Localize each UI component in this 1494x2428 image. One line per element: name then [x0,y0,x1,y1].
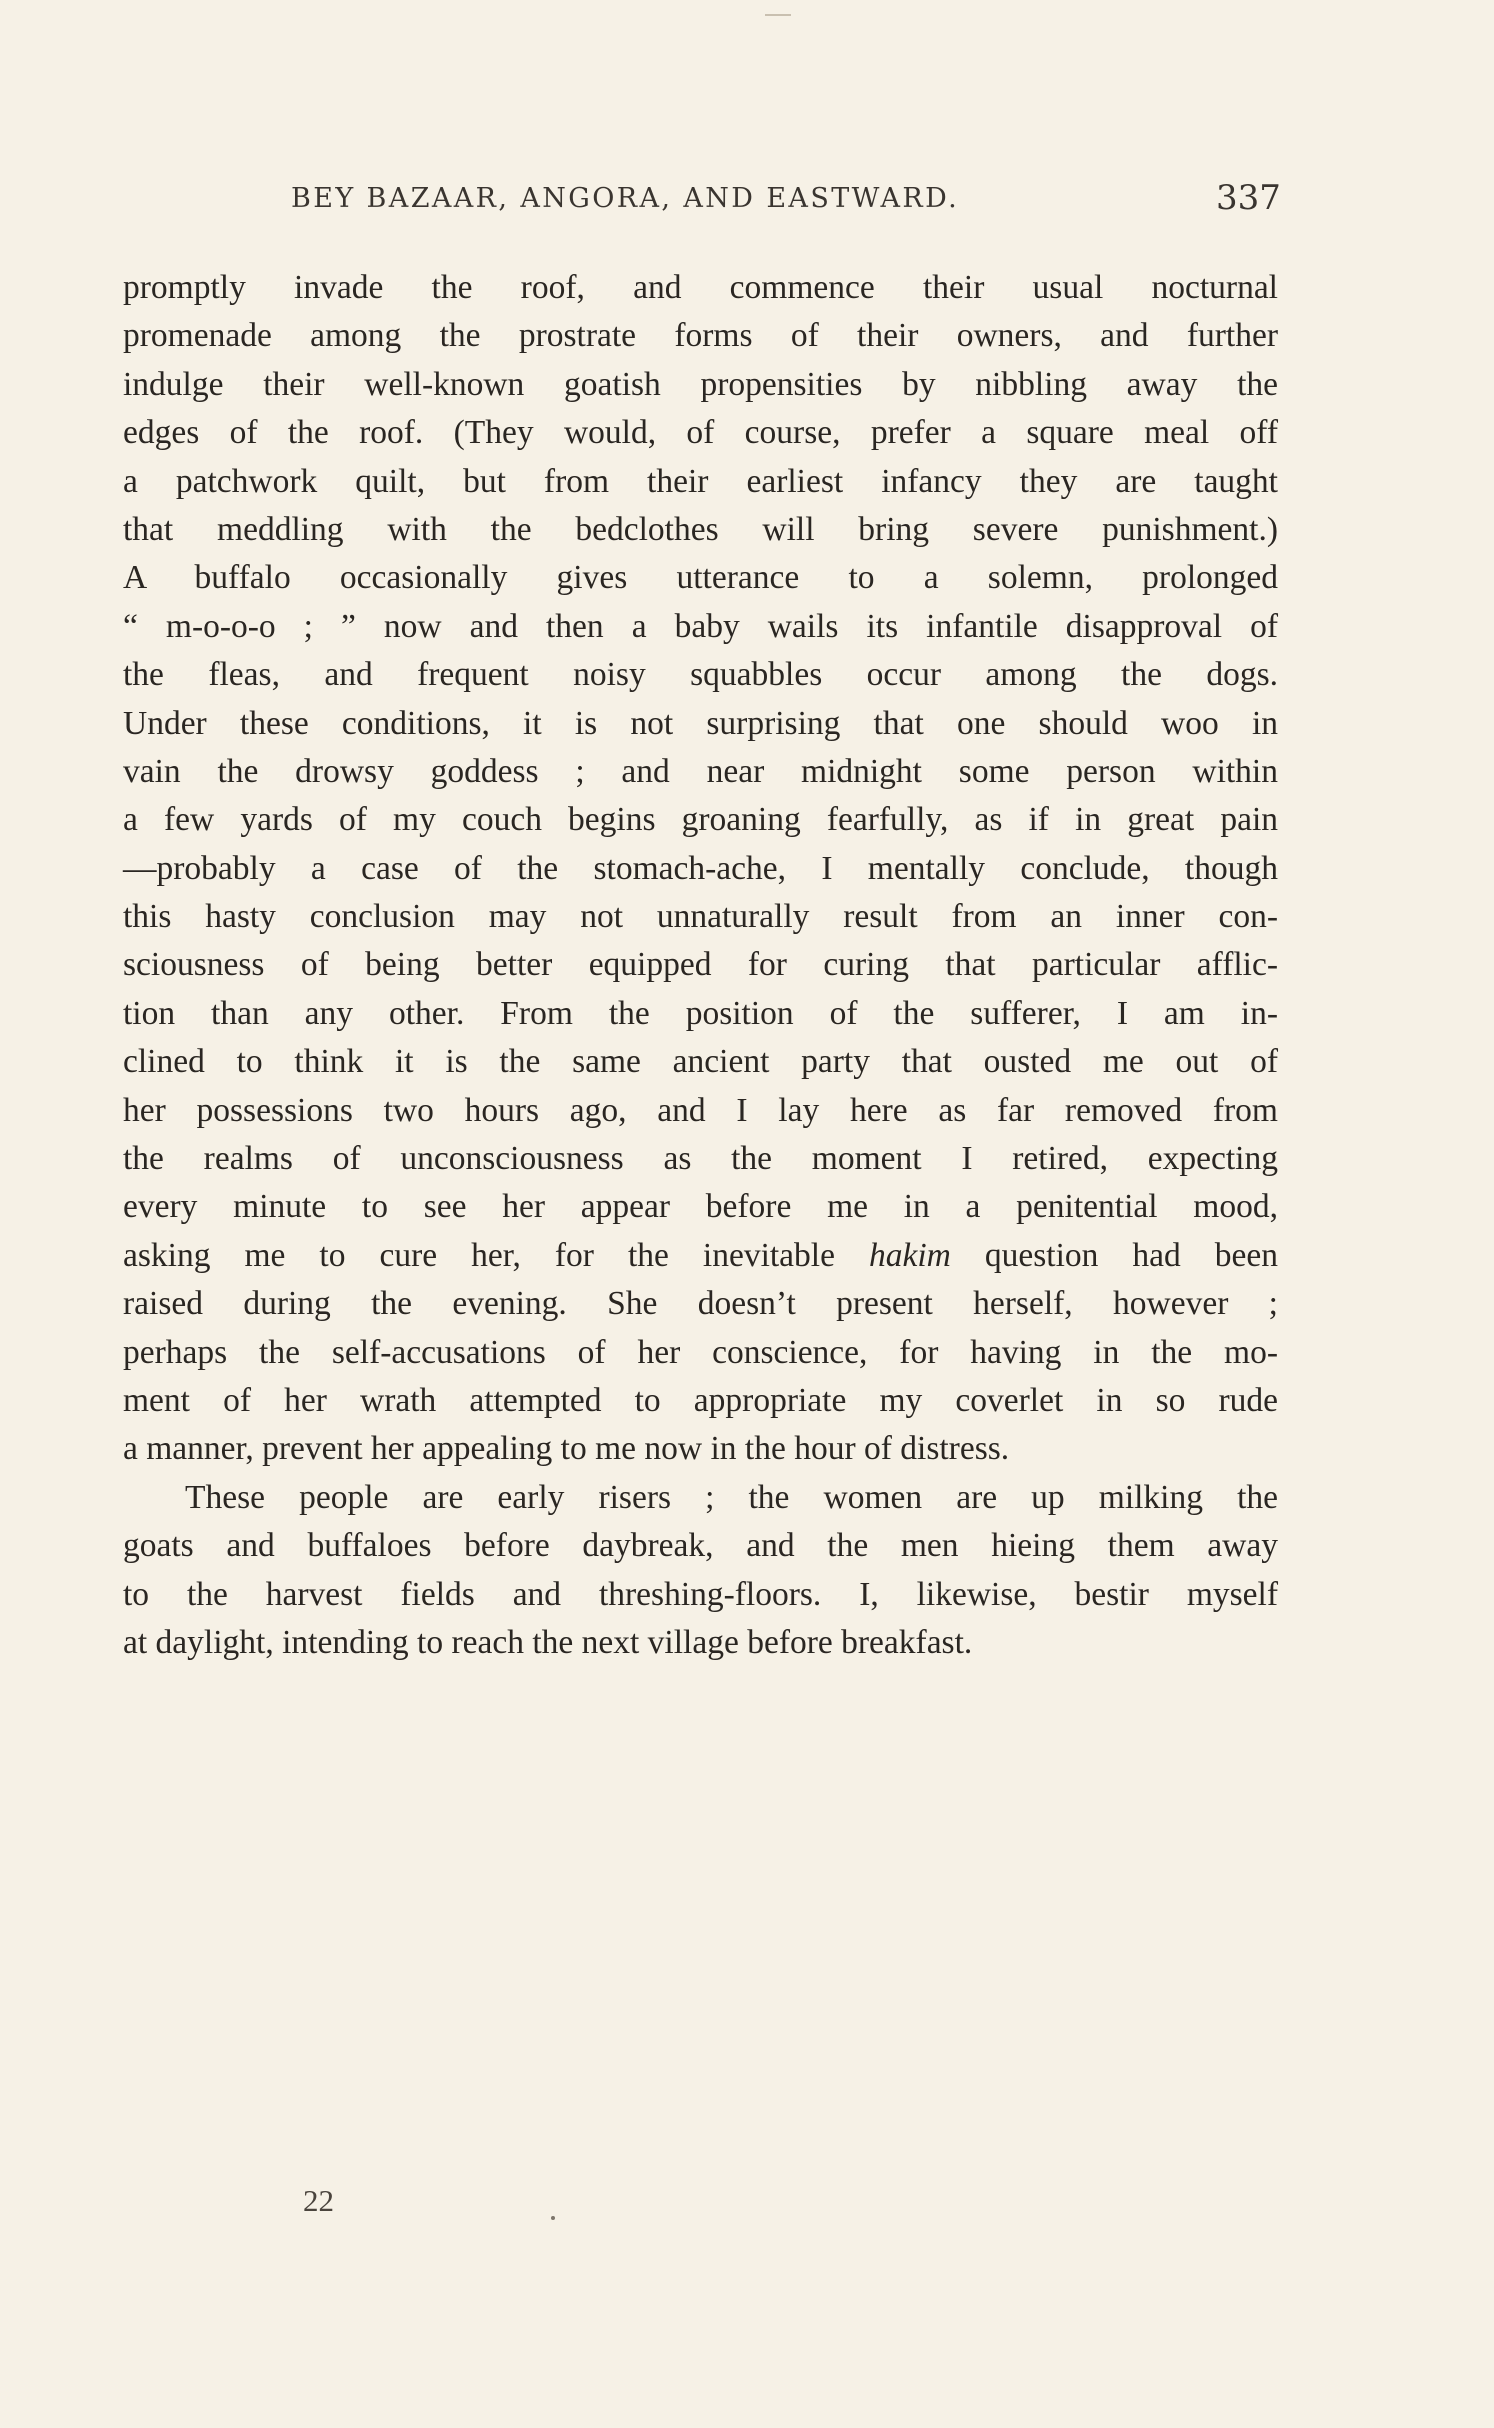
text-line: “ m-o-o-o ; ” now and then a baby wails its infantile disapproval of [123,607,1278,645]
text-line: to the harvest fields and threshing-floors. I, likewise, bestir myself [123,1575,1278,1613]
text-line-with-italic [123,1232,1278,1280]
text-line: the fleas, and frequent noisy squabbles occur among the dogs. [123,656,1278,694]
page-number: 337 [1216,178,1281,218]
text-line: this hasty conclusion may not unnaturally result from an inner con- [123,898,1278,936]
signature-mark: 22 [303,2183,334,2218]
text-line: indulge their well-known goatish propensities by nibbling away the [123,365,1278,403]
text-line: sciousness of being better equipped for curing that particular afflic- [123,946,1278,984]
text-line: tion than any other. From the position of the sufferer, I am in- [123,994,1278,1032]
text-line: a patchwork quilt, but from their earliest infancy they are taught [123,462,1278,500]
text-line: ment of her wrath attempted to appropriate my coverlet in so rude [123,1381,1278,1419]
text-line: every minute to see her appear before me in a penitential mood, [123,1188,1278,1226]
text-line: a few yards of my couch begins groaning fearfully, as if in great pain [123,801,1278,839]
stray-dot [551,2216,555,2220]
text-line: the realms of unconsciousness as the moment I retired, expecting [123,1140,1278,1178]
text-line: raised during the evening. She doesn’t present herself, however ; [123,1285,1278,1323]
paragraph-first-line: These people are early risers ; the women are up milking the [185,1478,1278,1516]
text-line: her possessions two hours ago, and I lay here as far removed from [123,1091,1278,1129]
body-text [123,264,1278,1667]
text-line: edges of the roof. (They would, of course, prefer a square meal off [123,414,1278,452]
text-line: clined to think it is the same ancient party that ousted me out of [123,1043,1278,1081]
text-line: goats and buffaloes before daybreak, and the men hieing them away [123,1527,1278,1565]
text-segment: asking me to cure her, for the inevitable [123,1236,869,1274]
text-line: promptly invade the roof, and commence their usual nocturnal [123,269,1278,306]
italic-word: hakim [868,1236,951,1274]
text-line: that meddling with the bedclothes will bring severe punishment.) [123,510,1278,548]
text-segment: question had been [950,1236,1278,1274]
text-line: vain the drowsy goddess ; and near midnight some person within [123,752,1278,790]
running-head: BEY BAZAAR, ANGORA, AND EASTWARD. [291,183,960,214]
text-line: at daylight, intending to reach the next village before breakfast. [123,1623,973,1661]
text-line: a manner, prevent her appealing to me now in the hour of distress. [123,1430,1010,1468]
text-line: A buffalo occasionally gives utterance to a solemn, prolonged [123,559,1278,597]
text-line: perhaps the self-accusations of her conscience, for having in the mo- [123,1333,1278,1371]
text-line: promenade among the prostrate forms of their owners, and further [123,317,1278,355]
text-line: —probably a case of the stomach-ache, I mentally conclude, though [123,849,1278,887]
top-edge-mark [765,14,791,16]
text-line: Under these conditions, it is not surprising that one should woo in [123,704,1278,742]
